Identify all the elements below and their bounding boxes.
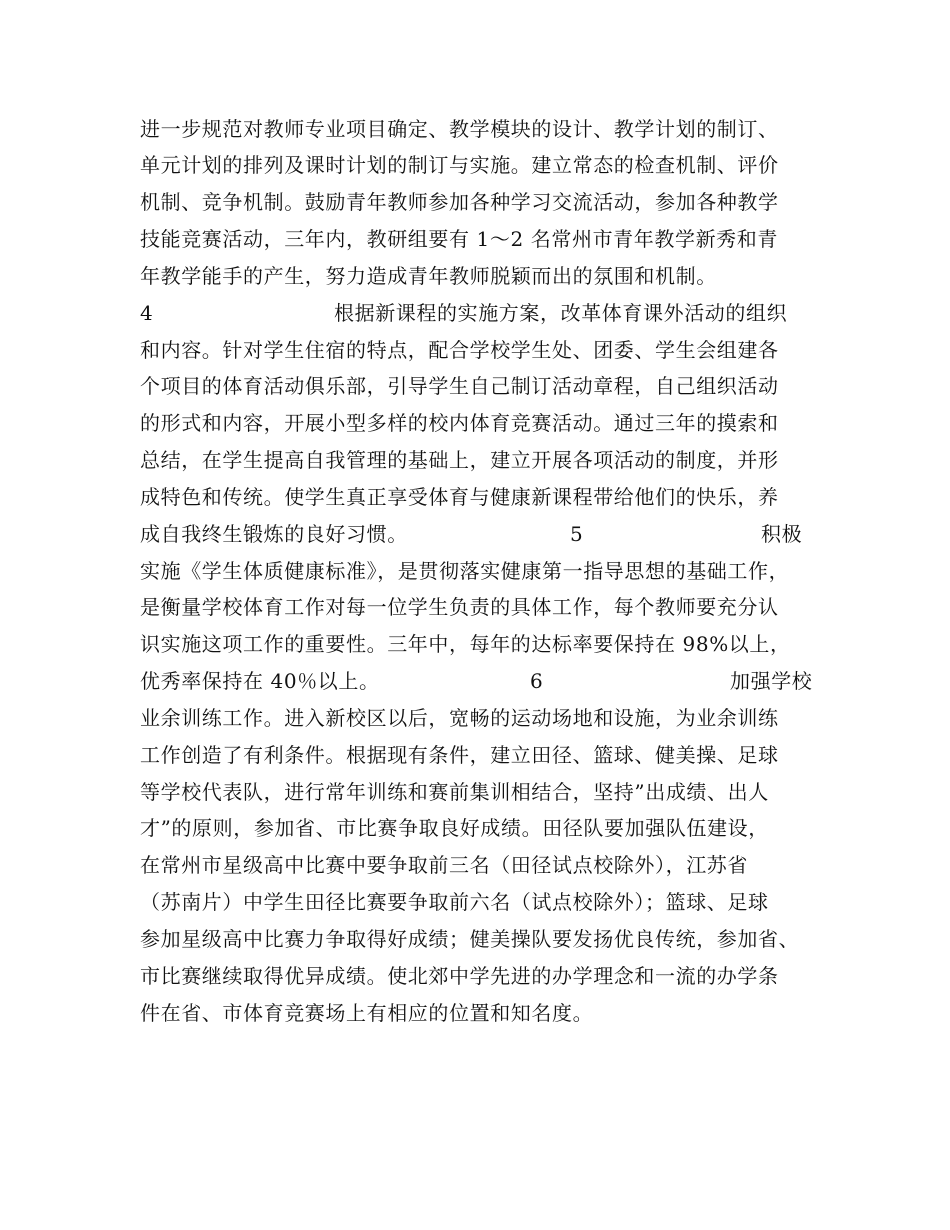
text-line: 进一步规范对教师专业项目确定、教学模块的设计、教学计划的制订、 [140,117,779,141]
text-line: 单元计划的排列及课时计划的制订与实施。建立常态的检查机制、评价 [140,153,779,177]
text-line: 识实施这项工作的重要性。三年中，每年的达标率要保持在 98%以上， [140,632,791,656]
text-line-item-6 [140,663,830,699]
text-line: （苏南片）中学生田径比赛要争取前六名（试点校除外）；篮球、足球 [140,890,769,914]
text-segment: 成自我终生锻炼的良好习惯。 [140,522,408,546]
text-segment: 积极 [761,522,803,546]
text-line-item-5 [140,516,830,552]
text-line: 是衡量学校体育工作对每一位学生负责的具体工作，每个教师要充分认 [140,595,779,619]
text-line: 的形式和内容，开展小型多样的校内体育竞赛活动。通过三年的摸索和 [140,411,779,435]
text-line: 等学校代表队，进行常年训练和赛前集训相结合，坚持”出成绩、出人 [140,780,769,804]
text-line: 才”的原则，参加省、市比赛争取良好成绩。田径队要加强队伍建设， [140,816,769,840]
text-line: 和内容。针对学生住宿的特点，配合学校学生处、团委、学生会组建各 [140,338,779,362]
text-line: 参加星级高中比赛力争取得好成绩；健美操队要发扬优良传统，参加省、 [140,927,800,951]
text-line: 在常州市星级高中比赛中要争取前三名（田径试点校除外），江苏省 [140,853,748,877]
text-segment: 根据新课程的实施方案，改革体育课外活动的组织 [334,301,788,325]
text-line: 技能竞赛活动，三年内，教研组要有 1～2 名常州市青年教学新秀和青 [140,227,778,251]
item-number: 6 [530,669,544,693]
text-line: 个项目的体育活动俱乐部，引导学生自己制订活动章程，自己组织活动 [140,374,779,398]
text-line: 实施《学生体质健康标准》，是贯彻落实健康第一指导思想的基础工作， [140,559,790,583]
text-line: 市比赛继续取得优异成绩。使北郊中学先进的办学理念和一流的办学条 [140,964,779,988]
text-segment: 加强学校 [730,669,813,693]
item-number: 4 [140,301,154,325]
text-line: 件在省、市体育竞赛场上有相应的位置和知名度。 [140,1001,594,1025]
text-line: 业余训练工作。进入新校区以后，宽畅的运动场地和设施，为业余训练 [140,706,779,730]
text-line: 成特色和传统。使学生真正享受体育与健康新课程带给他们的快乐，养 [140,485,779,509]
text-line: 总结，在学生提高自我管理的基础上，建立开展各项活动的制度，并形 [140,448,779,472]
text-line: 年教学能手的产生，努力造成青年教师脱颖而出的氛围和机制。 [140,264,717,288]
text-line: 工作创造了有利条件。根据现有条件，建立田径、篮球、健美操、足球 [140,743,779,767]
text-segment: 优秀率保持在 40％以上。 [140,669,380,693]
item-number: 5 [570,522,584,546]
text-line: 机制、竞争机制。鼓励青年教师参加各种学习交流活动，参加各种教学 [140,190,779,214]
text-line-item-4 [140,295,830,331]
